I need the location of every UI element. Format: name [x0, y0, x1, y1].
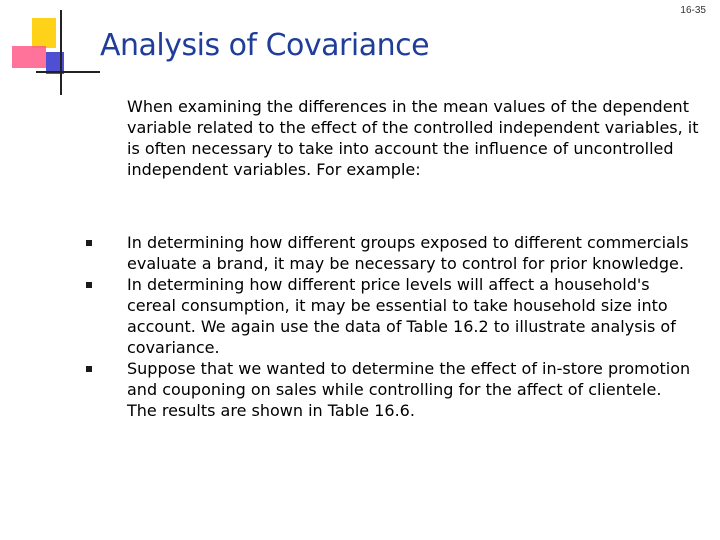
decorative-logo-icon [0, 0, 100, 100]
list-item [86, 274, 696, 358]
bullet-text: In determining how different groups exposed to different commercials evaluate a brand, it may be necessary to control for prior knowledge. [127, 233, 689, 273]
page-title: Analysis of Covariance [100, 28, 430, 63]
list-item [86, 358, 696, 421]
bullet-list [86, 232, 696, 421]
bullet-text: Suppose that we wanted to determine the effect of in-store promotion and couponing on sales while controlling for the affect of clientele. The results are shown in Table 16.6. [127, 359, 691, 420]
bullet-square-icon [86, 240, 92, 246]
bullet-square-icon [86, 366, 92, 372]
intro-paragraph: When examining the differences in the mean values of the dependent variable related to the effect of the controlled independent variables, it is often necessary to take into account the influence of uncontrolled independent variables. For example: [127, 97, 699, 179]
list-item [86, 232, 696, 274]
bullet-text: In determining how different price levels will affect a household's cereal consumption, it may be essential to take household size into account. We again use the data of Table 16.2 to illustrate analysis of covariance. [127, 275, 676, 357]
slide-number: 16-35 [680, 5, 706, 16]
bullet-square-icon [86, 282, 92, 288]
